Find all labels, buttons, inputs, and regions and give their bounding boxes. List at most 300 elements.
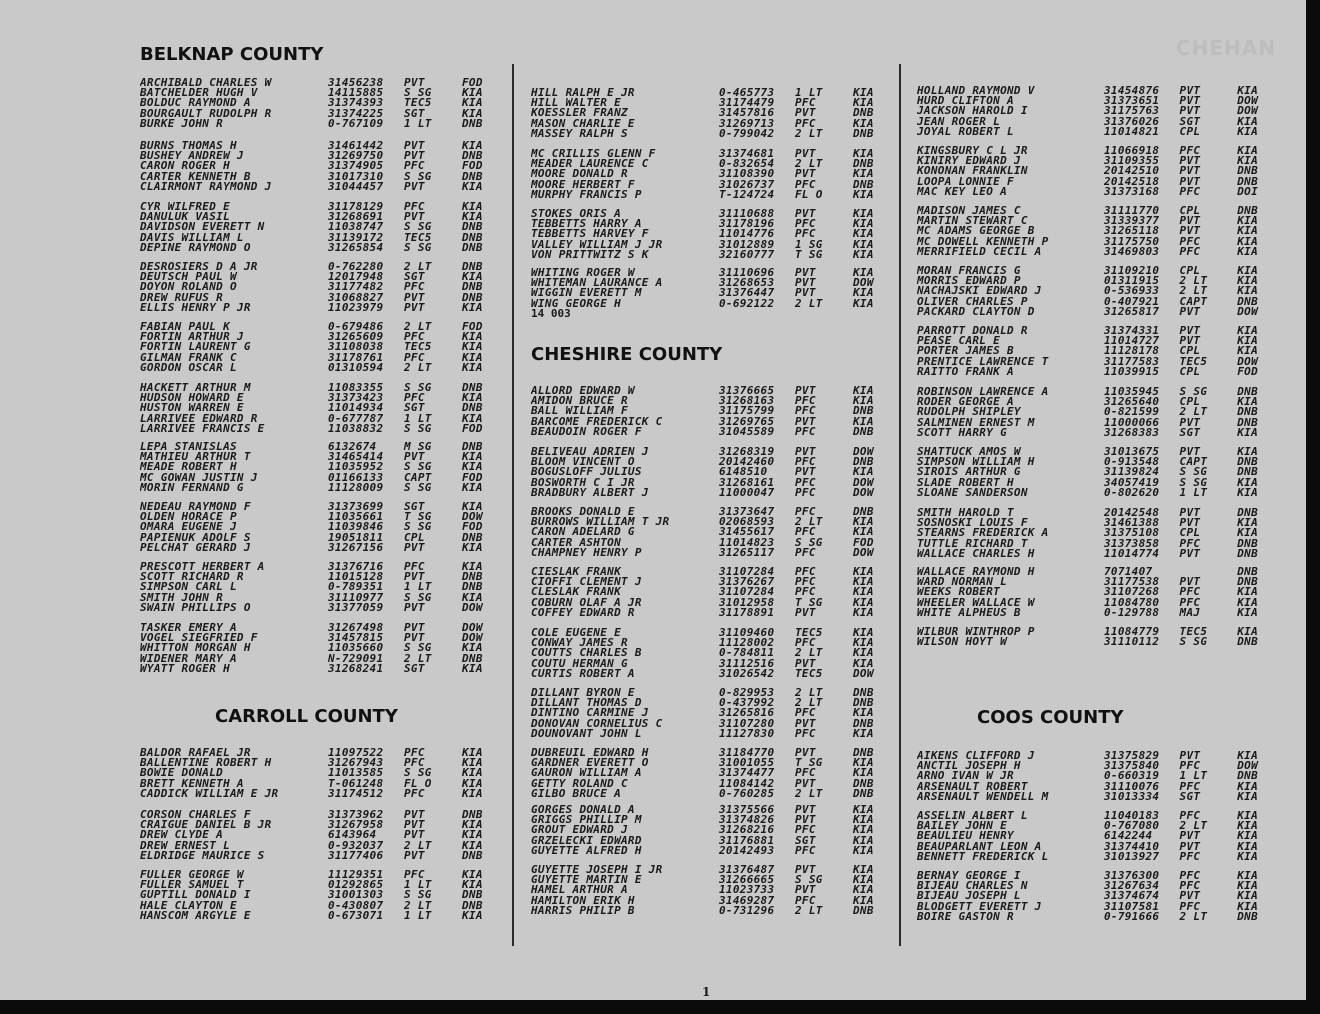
name-cell: GILBO BRUCE A <box>531 788 621 799</box>
casualty-entry <box>917 106 1277 116</box>
status-cell: KIA <box>1237 244 1258 258</box>
casualty-entry <box>140 282 510 292</box>
name-cell: BIJEAU JOSEPH L <box>917 891 1021 902</box>
status-cell: KIA <box>462 460 483 474</box>
serial-cell: 11038747 <box>328 220 384 234</box>
rank-cell: PFC <box>795 706 816 720</box>
serial-cell: 31265640 <box>1103 395 1160 409</box>
rank-cell: PVT <box>1179 749 1201 762</box>
serial-cell: 11083355 <box>328 381 384 394</box>
status-cell: KIA <box>1237 779 1258 793</box>
name-cell: BAILEY JOHN E <box>917 821 1007 832</box>
casualty-entry <box>140 870 510 880</box>
serial-cell: 31461388 <box>1103 516 1160 530</box>
status-cell: KIA <box>1237 334 1258 348</box>
status-cell: DOW <box>853 475 874 489</box>
status-cell: DNB <box>853 505 874 518</box>
rank-cell: PVT <box>1179 94 1201 108</box>
casualty-entry <box>140 890 510 900</box>
casualty-entry <box>140 661 510 675</box>
serial-cell: 31017310 <box>328 169 384 183</box>
serial-cell: 31001055 <box>719 756 775 770</box>
status-cell: DNB <box>1237 909 1258 923</box>
status-cell: DNB <box>1237 465 1258 479</box>
status-cell: DNB <box>853 696 874 710</box>
casualty-entry <box>917 354 1277 368</box>
casualty-entry <box>917 508 1277 518</box>
name-cell: BATCHELDER HUGH V <box>140 88 258 99</box>
name-cell: SCOTT RICHARD R <box>140 572 244 583</box>
rank-cell: S SG <box>404 421 432 435</box>
casualty-entry <box>140 512 510 522</box>
name-cell: SIMPSON WILLIAM H <box>917 457 1035 468</box>
casualty-group <box>531 865 896 916</box>
name-cell: ELDRIDGE MAURICE S <box>140 850 265 861</box>
name-cell: BELIVEAU ADRIEN J <box>531 447 649 458</box>
name-cell: MARTIN STEWART C <box>917 216 1028 227</box>
casualty-entry <box>917 751 1277 761</box>
rank-cell: 2 LT <box>404 838 432 852</box>
casualty-entry <box>917 909 1277 923</box>
status-cell: DNB <box>1237 635 1258 649</box>
casualty-group <box>140 202 510 253</box>
casualty-entry <box>140 848 510 862</box>
casualty-entry <box>531 833 896 847</box>
rank-cell: PVT <box>795 384 816 397</box>
serial-cell: 31001303 <box>328 888 384 902</box>
serial-cell: 31374331 <box>1103 324 1160 337</box>
status-cell: KIA <box>462 330 483 344</box>
serial-cell: 12017948 <box>328 270 384 284</box>
name-cell: HANSCOM ARGYLE E <box>140 910 251 921</box>
status-cell: KIA <box>1237 395 1258 409</box>
serial-cell: 0-784811 <box>719 646 775 660</box>
name-cell: OMARA EUGENE J <box>140 522 237 533</box>
serial-cell: 11129351 <box>328 868 384 881</box>
serial-cell: 31374826 <box>719 813 775 827</box>
status-cell: KIA <box>853 636 874 650</box>
rank-cell: PVT <box>795 716 816 730</box>
casualty-entry <box>917 899 1277 913</box>
serial-cell: 31376026 <box>1103 114 1160 128</box>
status-cell: FOD <box>462 421 483 435</box>
name-cell: SOSNOSKI LOUIS F <box>917 518 1028 529</box>
county-heading: BELKNAP COUNTY <box>140 44 324 65</box>
name-cell: MOORE HERBERT F <box>531 179 635 190</box>
serial-cell: 31109210 <box>1103 264 1160 277</box>
casualty-entry <box>531 527 896 537</box>
casualty-entry <box>531 278 896 288</box>
rank-cell: PFC <box>1179 809 1201 822</box>
serial-cell: 31110688 <box>719 207 775 220</box>
casualty-entry <box>531 219 896 229</box>
casualty-entry <box>531 865 896 875</box>
name-cell: WARD NORMAN L <box>917 577 1007 588</box>
casualty-group <box>531 567 896 618</box>
rank-cell: PFC <box>795 823 816 837</box>
casualty-entry <box>917 577 1277 587</box>
serial-cell: 31376267 <box>719 575 775 589</box>
rank-cell: PVT <box>795 465 816 479</box>
serial-cell: 31265817 <box>1103 304 1160 318</box>
serial-cell: 0-731296 <box>719 903 775 917</box>
status-cell: DOW <box>853 485 874 499</box>
name-cell: CARTER KENNETH B <box>140 171 251 182</box>
rank-cell: PFC <box>404 350 425 364</box>
rank-cell: PFC <box>795 766 816 780</box>
casualty-group <box>917 627 1277 647</box>
serial-cell: 7071407 <box>1103 565 1153 578</box>
name-cell: ALLORD EDWARD W <box>531 386 635 397</box>
name-cell: BOURGAULT RUDOLPH R <box>140 108 272 119</box>
rank-cell: 2 LT <box>795 786 823 800</box>
name-cell: BRETT KENNETH A <box>140 778 244 789</box>
rank-cell: 1 SG <box>795 237 823 251</box>
serial-cell: 31109355 <box>1103 154 1160 168</box>
serial-cell: 11128002 <box>719 636 775 650</box>
rank-cell: PVT <box>795 414 816 428</box>
casualty-group <box>917 266 1277 317</box>
casualty-entry <box>917 166 1277 176</box>
name-cell: DUBREUIL EDWARD H <box>531 748 649 759</box>
casualty-entry <box>917 605 1277 619</box>
rank-cell: PVT <box>404 450 425 464</box>
serial-cell: 31376665 <box>719 384 775 397</box>
status-cell: KIA <box>853 217 874 231</box>
rank-cell: PFC <box>795 893 816 907</box>
casualty-entry <box>531 288 896 298</box>
casualty-group <box>531 688 896 739</box>
status-cell: KIA <box>853 883 874 897</box>
casualty-entry <box>140 98 510 108</box>
rank-cell: PFC <box>795 455 816 469</box>
rank-cell: PVT <box>404 621 425 634</box>
status-cell: FOD <box>462 470 483 484</box>
serial-cell: 0-673071 <box>328 908 384 922</box>
casualty-entry <box>140 212 510 222</box>
serial-cell: 31269765 <box>719 414 775 428</box>
rank-cell: PVT <box>795 746 816 759</box>
status-cell: KIA <box>462 590 483 604</box>
status-cell: DNB <box>462 580 483 594</box>
rank-cell: S SG <box>404 888 432 902</box>
status-cell: FOD <box>462 520 483 534</box>
name-cell: BARCOME FREDERICK C <box>531 416 663 427</box>
status-cell: DNB <box>1237 164 1258 178</box>
rank-cell: PVT <box>404 818 425 832</box>
serial-cell: 11084142 <box>719 776 775 790</box>
rank-cell: PVT <box>404 631 425 645</box>
name-cell: AMIDON BRUCE R <box>531 396 628 407</box>
name-cell: GAURON WILLIAM A <box>531 768 642 779</box>
status-cell: DNB <box>1237 294 1258 308</box>
serial-cell: 0-767080 <box>1103 819 1160 833</box>
rank-cell: S SG <box>795 873 823 887</box>
name-cell: TEBBETTS HARRY A <box>531 219 642 230</box>
casualty-entry <box>917 467 1277 477</box>
serial-cell: 6143964 <box>328 828 377 842</box>
rank-cell: PFC <box>795 116 816 130</box>
status-cell: DNB <box>853 786 874 800</box>
name-cell: LARRIVEE FRANCIS E <box>140 423 265 434</box>
name-cell: NEDEAU RAYMOND F <box>140 502 251 513</box>
serial-cell: 31457815 <box>328 631 384 645</box>
rank-cell: TEC5 <box>1179 625 1208 638</box>
name-cell: PRESCOTT HERBERT A <box>140 562 265 573</box>
rank-cell: S SG <box>795 535 823 549</box>
rank-cell: PFC <box>404 280 425 294</box>
serial-cell: 31374393 <box>328 96 384 110</box>
name-cell: HUSTON WARREN E <box>140 403 244 414</box>
casualty-entry <box>917 266 1277 276</box>
status-cell: KIA <box>853 656 874 670</box>
status-cell: KIA <box>853 803 874 816</box>
casualty-entry <box>917 546 1277 560</box>
casualty-entry <box>917 831 1277 841</box>
status-cell: DOW <box>853 666 874 680</box>
serial-cell: 11014776 <box>719 227 775 241</box>
casualty-group <box>140 748 510 799</box>
status-cell: KIA <box>853 823 874 837</box>
casualty-entry <box>140 290 510 304</box>
serial-cell: 11128009 <box>328 480 384 494</box>
rank-cell: PVT <box>795 863 816 876</box>
serial-cell: T-124724 <box>719 187 775 201</box>
status-cell: KIA <box>853 116 874 130</box>
casualty-entry <box>531 698 896 708</box>
rank-cell: CPL <box>1179 204 1201 217</box>
casualty-group <box>531 386 896 437</box>
name-cell: WILSON HOYT W <box>917 637 1007 648</box>
serial-cell: 31177583 <box>1103 354 1160 368</box>
serial-cell: 31139172 <box>328 230 384 244</box>
serial-cell: 0-832654 <box>719 157 775 171</box>
serial-cell: 31177538 <box>1103 575 1160 589</box>
name-cell: HALE CLAYTON E <box>140 900 237 911</box>
rank-cell: PFC <box>795 505 816 518</box>
status-cell: DNB <box>853 177 874 191</box>
serial-cell: 31178196 <box>719 217 775 231</box>
casualty-entry <box>531 885 896 895</box>
casualty-entry <box>140 240 510 254</box>
status-cell: DNB <box>1237 455 1258 469</box>
status-cell: KIA <box>462 908 483 922</box>
serial-cell: 31268691 <box>328 210 384 224</box>
rank-cell: 1 LT <box>1179 769 1208 783</box>
name-cell: BERNAY GEORGE I <box>917 871 1021 882</box>
name-cell: BUSHEY ANDREW J <box>140 151 244 162</box>
name-cell: KINIRY EDWARD J <box>917 156 1021 167</box>
name-cell: CORSON CHARLES F <box>140 810 251 821</box>
rank-cell: 2 LT <box>404 898 432 912</box>
casualty-entry <box>917 475 1277 489</box>
name-cell: SALMINEN ERNEST M <box>917 417 1035 428</box>
status-cell: KIA <box>462 270 483 284</box>
serial-cell: 11035660 <box>328 641 384 655</box>
serial-cell: 11128178 <box>1103 344 1160 358</box>
serial-cell: 31107268 <box>1103 585 1160 599</box>
name-cell: ARCHIBALD CHARLES W <box>140 78 272 89</box>
serial-cell: 0-760285 <box>719 786 775 800</box>
serial-cell: 31469803 <box>1103 244 1160 258</box>
rank-cell: PVT <box>795 883 816 897</box>
serial-cell: 31110076 <box>1103 779 1160 793</box>
casualty-entry <box>917 536 1277 550</box>
status-cell: DNB <box>1237 536 1258 550</box>
casualty-group <box>917 326 1277 377</box>
name-cell: DANULUK VASIL <box>140 212 230 223</box>
name-cell: AIKENS CLIFFORD J <box>917 751 1035 762</box>
casualty-entry <box>917 821 1277 831</box>
name-cell: HAMILTON ERIK H <box>531 895 635 906</box>
rank-cell: CPL <box>1179 124 1201 138</box>
status-cell: KIA <box>853 766 874 780</box>
name-cell: ELLIS HENRY P JR <box>140 302 251 313</box>
casualty-entry <box>531 247 896 261</box>
serial-cell: 31269750 <box>328 149 384 163</box>
casualty-entry <box>917 286 1277 296</box>
status-cell: KIA <box>853 227 874 241</box>
name-cell: OLDEN HORACE P <box>140 512 237 523</box>
casualty-entry <box>917 587 1277 597</box>
rank-cell: 2 LT <box>795 696 823 710</box>
name-cell: MC CRILLIS GLENN F <box>531 149 656 160</box>
rank-cell: 2 LT <box>1179 274 1208 288</box>
rank-cell: 2 LT <box>1179 909 1208 923</box>
rank-cell: PVT <box>1179 575 1201 589</box>
name-cell: WALLACE RAYMOND H <box>917 567 1035 578</box>
rank-cell: T SG <box>795 756 823 770</box>
status-cell: KIA <box>462 179 483 193</box>
name-cell: BOSWORTH C I JR <box>531 477 635 488</box>
name-cell: BROOKS DONALD E <box>531 507 635 518</box>
name-cell: DILLANT BYRON E <box>531 688 635 699</box>
status-cell: KIA <box>462 878 483 892</box>
rank-cell: PVT <box>404 808 425 821</box>
status-cell: DOW <box>1237 104 1258 118</box>
name-cell: STOKES ORIS A <box>531 209 621 220</box>
serial-cell: 14115885 <box>328 86 384 100</box>
casualty-entry <box>140 222 510 232</box>
rank-cell: 2 LT <box>795 686 823 699</box>
casualty-entry <box>917 595 1277 609</box>
casualty-entry <box>917 114 1277 128</box>
status-cell: KIA <box>462 106 483 120</box>
rank-cell: PVT <box>1179 415 1201 429</box>
name-cell: GROUT EDWARD J <box>531 825 628 836</box>
rank-cell: PVT <box>404 828 425 842</box>
rank-cell: S SG <box>1179 385 1208 398</box>
rank-cell: PFC <box>795 424 816 438</box>
casualty-entry <box>531 567 896 577</box>
casualty-entry <box>531 98 896 108</box>
status-cell: DNB <box>462 220 483 234</box>
status-cell: DNB <box>1237 769 1258 783</box>
rank-cell: PFC <box>404 159 425 173</box>
name-cell: ARSENAULT ROBERT <box>917 781 1028 792</box>
name-cell: ROBINSON LAWRENCE A <box>917 387 1049 398</box>
casualty-entry <box>531 209 896 219</box>
casualty-entry <box>140 151 510 161</box>
casualty-entry <box>140 470 510 484</box>
serial-cell: 31265854 <box>328 240 384 254</box>
serial-cell: 31373168 <box>1103 184 1160 198</box>
name-cell: WEEKS ROBERT <box>917 587 1001 598</box>
name-cell: PELCHAT GERARD J <box>140 542 251 553</box>
casualty-group <box>140 262 510 313</box>
casualty-group <box>140 502 510 553</box>
status-cell: DNB <box>462 530 483 544</box>
serial-cell: 31107581 <box>1103 899 1160 913</box>
column-divider-1 <box>512 64 514 946</box>
rank-cell: S SG <box>404 86 432 100</box>
rank-cell: PFC <box>1179 759 1201 773</box>
rank-cell: PFC <box>795 726 816 740</box>
rank-cell: PFC <box>1179 184 1201 198</box>
casualty-entry <box>917 627 1277 637</box>
rank-cell: PVT <box>1179 445 1201 458</box>
status-cell: KIA <box>1237 214 1258 228</box>
status-cell: KIA <box>1237 114 1258 128</box>
status-cell: KIA <box>1237 879 1258 893</box>
serial-cell: 31339377 <box>1103 214 1160 228</box>
casualty-entry <box>917 146 1277 156</box>
name-cell: GILMAN FRANK C <box>140 352 237 363</box>
casualty-group <box>531 628 896 679</box>
name-cell: MC ADAMS GEORGE B <box>917 226 1035 237</box>
rank-cell: PFC <box>404 756 425 770</box>
status-cell: KIA <box>853 86 874 99</box>
name-cell: CARON ROGER H <box>140 161 230 172</box>
casualty-entry <box>917 425 1277 439</box>
serial-cell: 31026737 <box>719 177 775 191</box>
name-cell: LOOPA LONNIE F <box>917 176 1014 187</box>
rank-cell: FL O <box>404 776 432 790</box>
rank-cell: PVT <box>795 656 816 670</box>
casualty-entry <box>140 480 510 494</box>
casualty-entry <box>917 457 1277 467</box>
rank-cell: PVT <box>795 605 816 619</box>
serial-cell: 11084780 <box>1103 595 1160 609</box>
casualty-group <box>917 387 1277 438</box>
casualty-group <box>140 78 510 129</box>
casualty-entry <box>140 78 510 88</box>
status-cell: DNB <box>1237 405 1258 419</box>
rank-cell: PVT <box>795 286 816 300</box>
name-cell: PARROTT DONALD R <box>917 326 1028 337</box>
serial-cell: 31268383 <box>1103 425 1160 439</box>
casualty-entry <box>531 535 896 549</box>
casualty-entry <box>531 716 896 730</box>
status-cell: DOW <box>462 510 483 524</box>
serial-cell: 0-536933 <box>1103 284 1160 298</box>
rank-cell: CAPT <box>404 470 432 484</box>
status-cell: KIA <box>462 661 483 675</box>
serial-cell: 31174479 <box>719 96 775 110</box>
name-cell: DINTINO CARMINE J <box>531 708 649 719</box>
name-cell: BOGUSLOFF JULIUS <box>531 467 642 478</box>
casualty-group <box>917 811 1277 862</box>
status-cell: KIA <box>1237 124 1258 138</box>
rank-cell: 1 LT <box>404 116 432 130</box>
casualty-entry <box>531 187 896 201</box>
status-cell: KIA <box>853 605 874 619</box>
casualty-entry <box>531 517 896 527</box>
casualty-entry <box>917 789 1277 803</box>
name-cell: WING GEORGE H <box>531 298 621 309</box>
rank-cell: CPL <box>1179 364 1201 378</box>
status-cell: DNB <box>853 157 874 171</box>
